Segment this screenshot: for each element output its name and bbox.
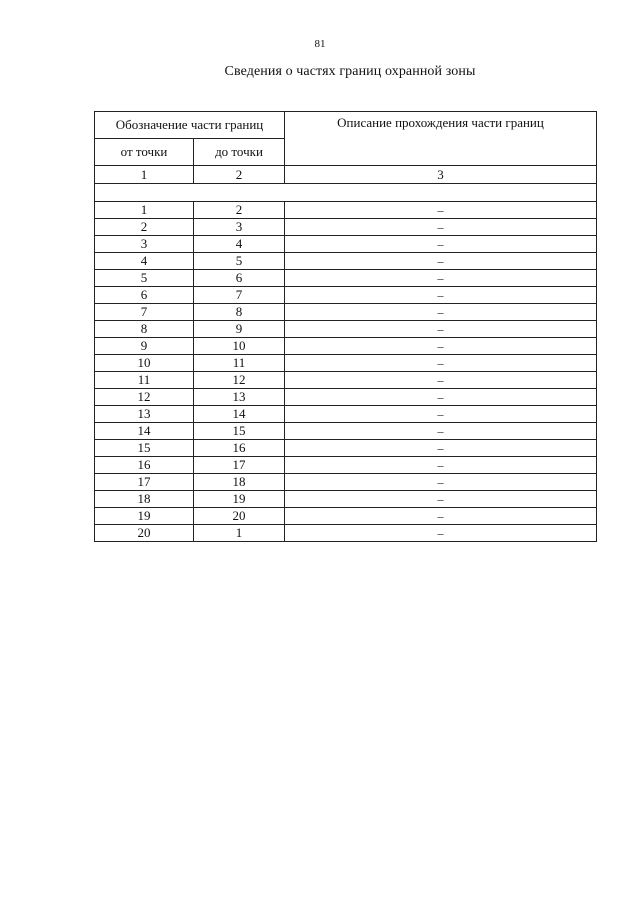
- column-number-row: [95, 166, 597, 184]
- page-number: 81: [314, 38, 326, 50]
- table-row: [95, 270, 597, 287]
- table-row: [95, 202, 597, 219]
- table-row: [95, 338, 597, 355]
- description-cell: –: [285, 440, 597, 457]
- table-row: [95, 372, 597, 389]
- from-point-cell: 13: [95, 406, 194, 423]
- table-row: [95, 525, 597, 542]
- to-point-cell: 13: [194, 389, 285, 406]
- table-row: [95, 508, 597, 525]
- to-point-cell: 17: [194, 457, 285, 474]
- table-row: [95, 219, 597, 236]
- to-point-cell: 16: [194, 440, 285, 457]
- table-row: [95, 440, 597, 457]
- description-cell: –: [285, 219, 597, 236]
- description-cell: –: [285, 406, 597, 423]
- from-point-cell: 6: [95, 287, 194, 304]
- header-from-point: от точки: [95, 139, 194, 166]
- to-point-cell: 5: [194, 253, 285, 270]
- header-boundary-part-designation: Обозначение части границ: [95, 112, 285, 139]
- to-point-cell: 18: [194, 474, 285, 491]
- from-point-cell: 9: [95, 338, 194, 355]
- description-cell: –: [285, 372, 597, 389]
- from-point-cell: 11: [95, 372, 194, 389]
- to-point-cell: 7: [194, 287, 285, 304]
- description-cell: –: [285, 202, 597, 219]
- from-point-cell: 17: [95, 474, 194, 491]
- to-point-cell: 19: [194, 491, 285, 508]
- table-body: [95, 112, 597, 542]
- description-cell: –: [285, 270, 597, 287]
- to-point-cell: 11: [194, 355, 285, 372]
- from-point-cell: 12: [95, 389, 194, 406]
- header-row-1: [95, 112, 597, 139]
- boundary-parts-table: [94, 111, 597, 542]
- to-point-cell: 8: [194, 304, 285, 321]
- description-cell: –: [285, 253, 597, 270]
- description-cell: –: [285, 389, 597, 406]
- table-row: [95, 355, 597, 372]
- section-row: [95, 184, 597, 202]
- table-row: [95, 423, 597, 440]
- description-cell: –: [285, 457, 597, 474]
- to-point-cell: 20: [194, 508, 285, 525]
- from-point-cell: 8: [95, 321, 194, 338]
- to-point-cell: 4: [194, 236, 285, 253]
- table-row: [95, 287, 597, 304]
- section-label: [95, 184, 597, 202]
- from-point-cell: 4: [95, 253, 194, 270]
- description-cell: –: [285, 474, 597, 491]
- description-cell: –: [285, 236, 597, 253]
- table-row: [95, 474, 597, 491]
- from-point-cell: 3: [95, 236, 194, 253]
- description-cell: –: [285, 491, 597, 508]
- column-number-1: 1: [95, 166, 194, 184]
- to-point-cell: 12: [194, 372, 285, 389]
- to-point-cell: 1: [194, 525, 285, 542]
- from-point-cell: 10: [95, 355, 194, 372]
- to-point-cell: 6: [194, 270, 285, 287]
- table-row: [95, 389, 597, 406]
- to-point-cell: 3: [194, 219, 285, 236]
- table-row: [95, 406, 597, 423]
- description-cell: –: [285, 287, 597, 304]
- header-to-point: до точки: [194, 139, 285, 166]
- table-row: [95, 457, 597, 474]
- document-title: Сведения о частях границ охранной зоны: [224, 64, 476, 79]
- description-cell: –: [285, 525, 597, 542]
- from-point-cell: 5: [95, 270, 194, 287]
- from-point-cell: 1: [95, 202, 194, 219]
- from-point-cell: 15: [95, 440, 194, 457]
- from-point-cell: 16: [95, 457, 194, 474]
- column-number-2: 2: [194, 166, 285, 184]
- table-row: [95, 236, 597, 253]
- description-cell: –: [285, 423, 597, 440]
- header-boundary-description: Описание прохождения части границ: [285, 112, 597, 166]
- table-row: [95, 491, 597, 508]
- from-point-cell: 14: [95, 423, 194, 440]
- from-point-cell: 20: [95, 525, 194, 542]
- to-point-cell: 15: [194, 423, 285, 440]
- to-point-cell: 14: [194, 406, 285, 423]
- to-point-cell: 9: [194, 321, 285, 338]
- table-row: [95, 253, 597, 270]
- description-cell: –: [285, 508, 597, 525]
- column-number-3: 3: [285, 166, 597, 184]
- from-point-cell: 7: [95, 304, 194, 321]
- description-cell: –: [285, 304, 597, 321]
- description-cell: –: [285, 321, 597, 338]
- description-cell: –: [285, 338, 597, 355]
- table-row: [95, 304, 597, 321]
- table-row: [95, 321, 597, 338]
- from-point-cell: 2: [95, 219, 194, 236]
- to-point-cell: 2: [194, 202, 285, 219]
- from-point-cell: 19: [95, 508, 194, 525]
- from-point-cell: 18: [95, 491, 194, 508]
- description-cell: –: [285, 355, 597, 372]
- to-point-cell: 10: [194, 338, 285, 355]
